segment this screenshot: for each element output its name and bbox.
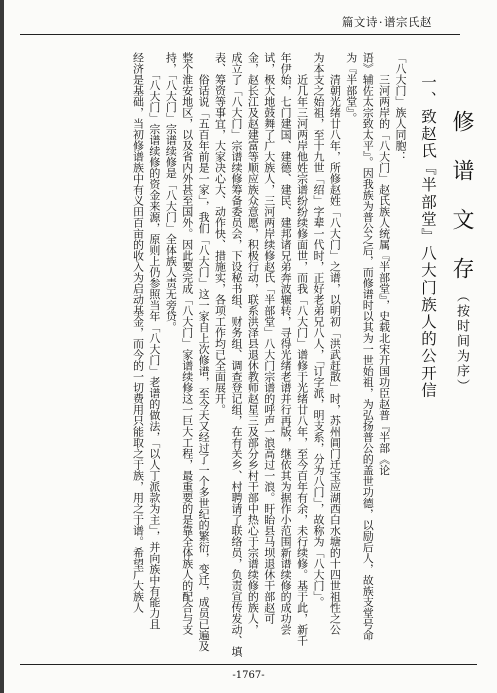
text-column: 为本支之始祖，至十九世「绍」字辈一代时，正好老弟兄八人，「订字派，明支系，分为八门」，故称为「八大门」。: [311, 52, 325, 608]
text-column: 试，极大地鼓舞了广大族人，三河两岸续修赵氏「半部堂」八大门宗谱的呼声一浪高过一浪。盱眙县马坝退休干部赵可: [262, 52, 276, 624]
page-footer: [0, 670, 497, 681]
text-column: 持，「八大门」宗谱续修是「八大门」全体族人责无旁贷。: [164, 52, 178, 333]
vertical-text-body: [38, 52, 476, 662]
header-title: [342, 14, 432, 30]
title-main-text: 修 谱 文 存: [449, 110, 474, 289]
header-part1: 篇文诗: [341, 15, 378, 29]
header-separator: ·: [378, 15, 383, 29]
text-column: 整个淮安地区，以及省内外甚至国外。因此要完成「八大门」家谱续修这一巨大工程，最重要的是靠全体族人的配合与支: [180, 52, 194, 635]
text-column: 近几年三河两岸他姓宗谱纷纷续修面世，而我「八大门」谱修于光绪廿八年，至今百年有余，未行续修。基于此，新千: [295, 52, 309, 646]
running-header: [20, 10, 460, 35]
page-number: -1767-: [228, 670, 268, 681]
header-part2: 谱宗氏赵: [384, 15, 432, 29]
text-column: 「八大门」族人同胞：: [394, 52, 407, 162]
text-column: 三河两岸的「八大门」赵氏族人统属『半部堂』，史载北宋开国功臣赵普『半部《论: [377, 52, 391, 476]
text-column: 清朝光绪廿八年，所修赵姓「八大门」之谱，以明初「洪武赶散」时，苏州阊门迁宝应湖西白水塘的十四世祖性之公: [328, 52, 342, 635]
text-column: 金，赵长江及赵建富等顺应族众意愿，积极行动，联系洪泽县退休教师赵星三及部分乡村干部中热心于宗谱续修的族人，: [246, 52, 260, 635]
text-column: 年伊始，七门建国、建德、建民、建邦诸兄弟奔波辗转，寻得光绪老谱并行再版，继依其为据作小范围新谱续修的成功尝: [279, 52, 293, 635]
text-column: 俗话说「五百年前是一家」，我们「八大门」这一家自上次修谱，至今天又经过了一个多世纪的繁衍，变迁，成员已遍及: [197, 52, 211, 652]
text-column: 表、筹资等事宜，大家决心大、动作快、措施实，各项工作均已全面展开。: [213, 52, 227, 415]
text-column: 经济是基础，当初修谱族中有义田百亩的收入为启动基金，而今的一切费用只能取之于族，用之于谱。希望广大族人: [131, 52, 145, 613]
text-column: 为『半部堂』。: [344, 52, 358, 124]
text-column: 「八大门」宗谱续修的资金来源，原则上仍参照当年「八大门」老谱的做法，「以人丁派款为主」，并向族中有能力且: [147, 52, 161, 630]
section-title: 一、致赵氏『半部堂』八大门族人的公开信: [419, 74, 437, 399]
footer-rule: [20, 664, 477, 665]
text-column: 语》辅佐太宗致太平』。因我族为普公之后，而修谱时以其为一世始祖，为弘扬普公的盖世功德，以励后人，故族支堂号命: [361, 52, 375, 641]
title-sub-text: （按时间为序）: [454, 288, 469, 394]
document-title: [446, 52, 476, 662]
scan-edge: [0, 0, 4, 693]
text-column: 成立了「八大门」宗谱续修筹备委员会，下设秘书组、财务组、调查登记组，在有关乡、村聘请了联络员，负责宣传发动、填: [229, 52, 243, 657]
